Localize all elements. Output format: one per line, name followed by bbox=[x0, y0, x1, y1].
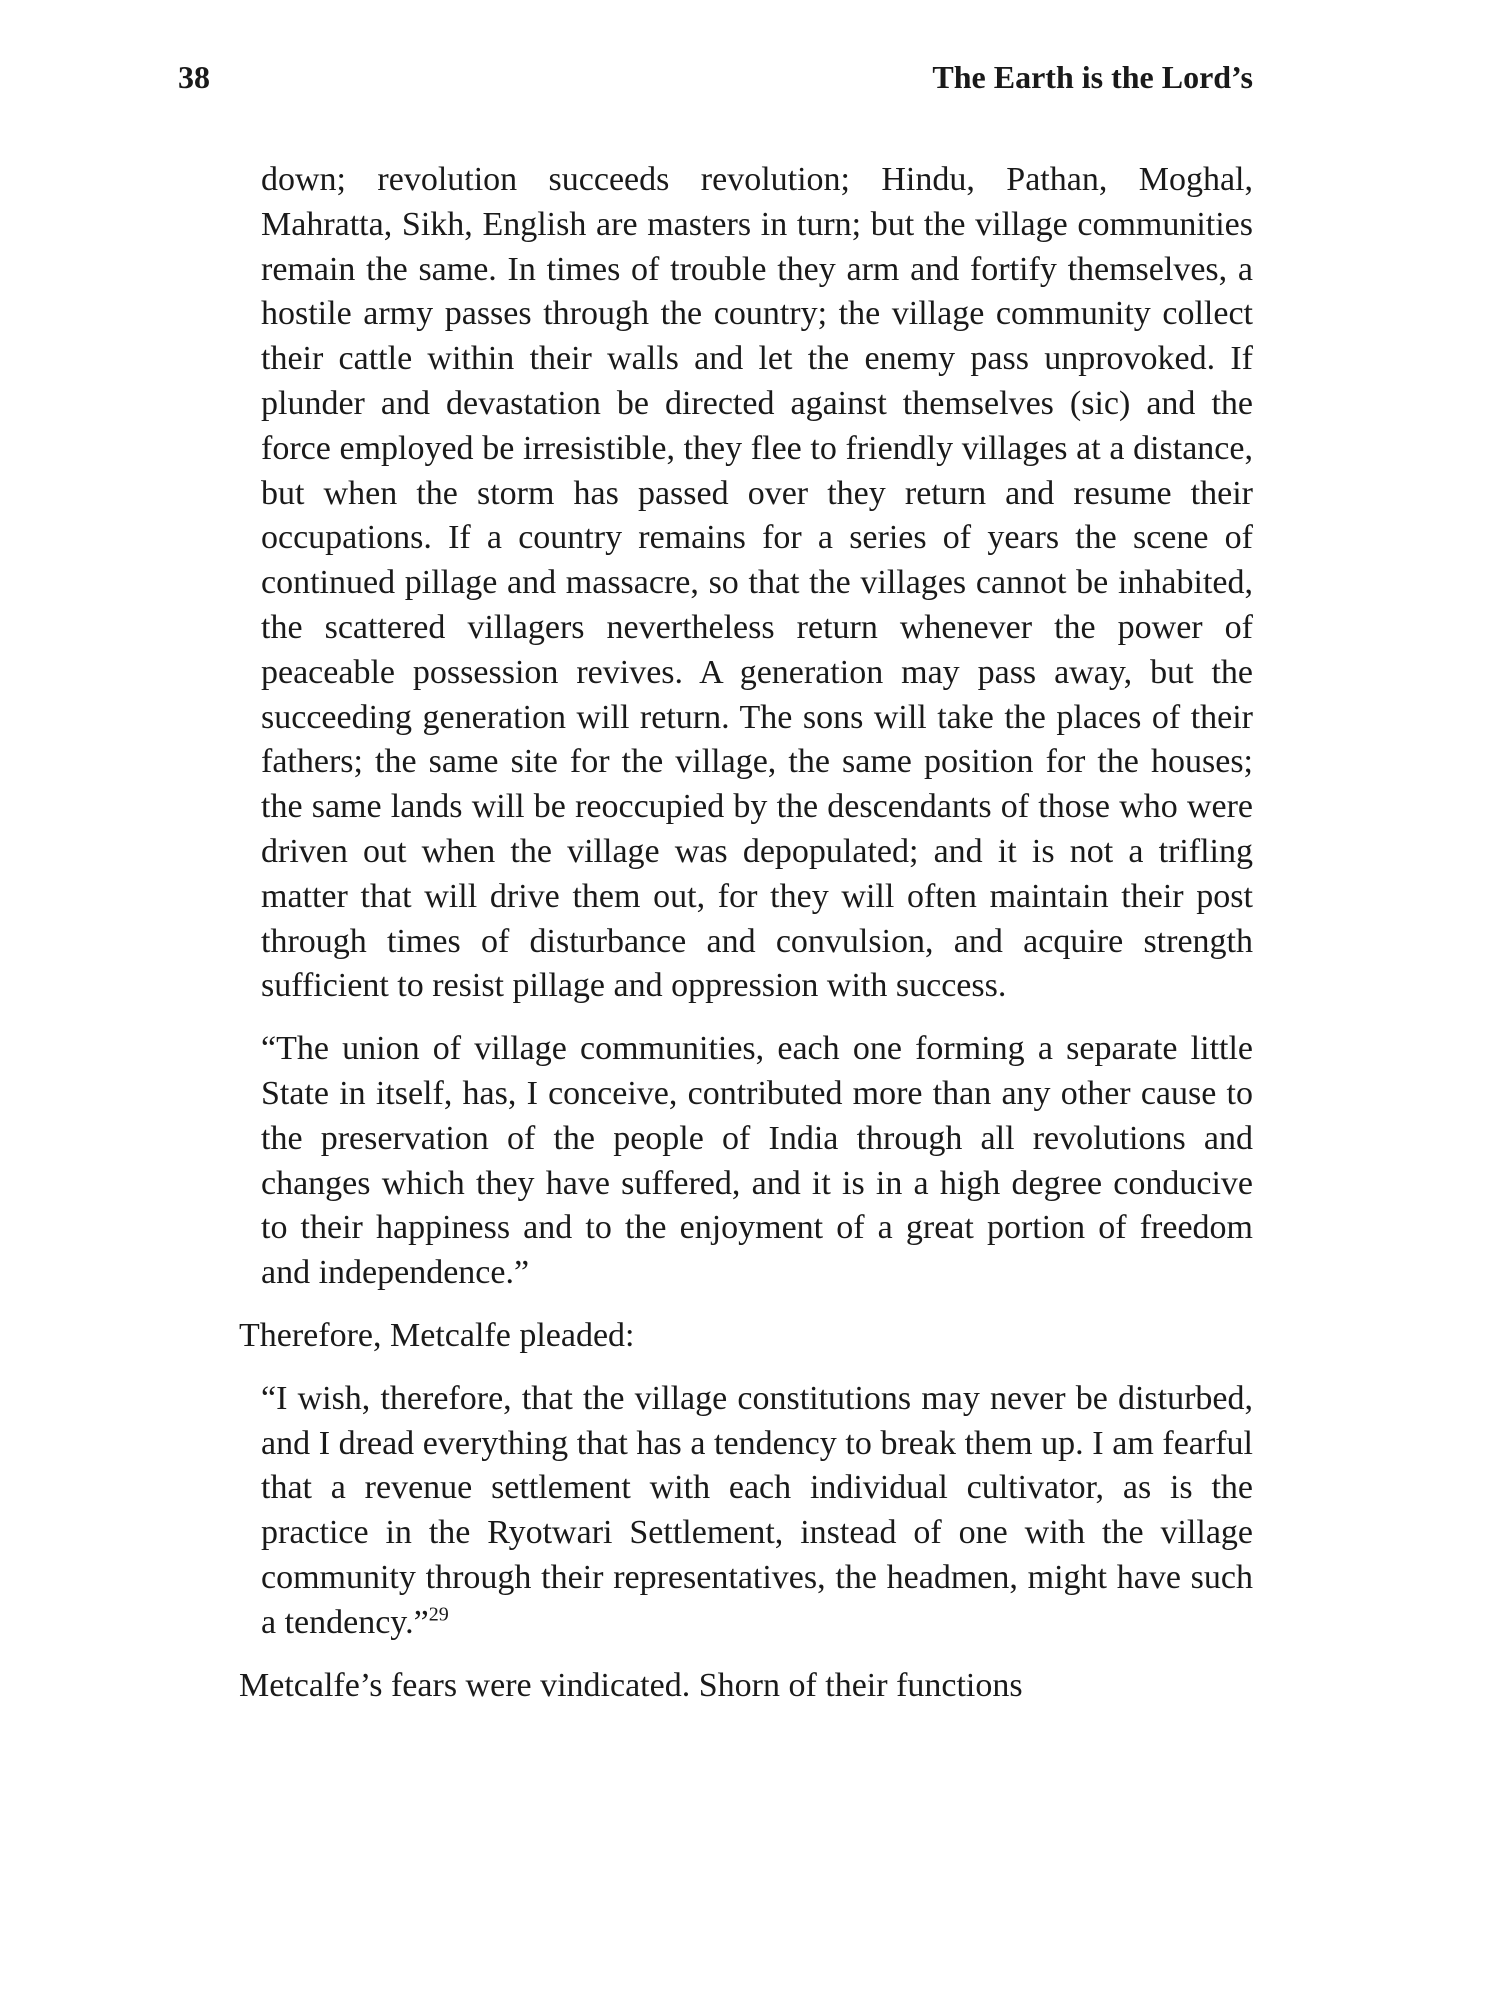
running-title: The Earth is the Lord’s bbox=[932, 59, 1253, 95]
narrative-paragraph-2: Metcalfe’s fears were vindicated. Shorn of their functions bbox=[239, 1666, 1023, 1704]
page-number: 38 bbox=[178, 59, 210, 95]
quote-paragraph-3 bbox=[261, 1377, 1253, 1646]
quote-paragraph-1: down; revolution succeeds revolution; Hindu, Pathan, Moghal, Mahratta, Sikh, English are masters in turn; but the village communities remain the same. In times of trouble they arm and fortify themselves, a hostile army passes through the country; the village community collect their cattle within their walls and let the enemy pass unprovoked. If plunder and devastation be directed against themselves (sic) and the force employed be irresistible, they flee to friendly villages at a distance, but when the storm has passed over they return and resume their occupations. If a country remains for a series of years the scene of continued pillage and massacre, so that the villages cannot be inhabited, the scattered villagers nevertheless return whenever the power of peaceable possession revives. A generation may pass away, but the succeeding generation will return. The sons will take the places of their fathers; the same site for the village, the same position for the houses; the same lands will be reoccupied by the descendants of those who were driven out when the village was depopulated; and it is not a trifling matter that will drive them out, for they will often maintain their post through times of disturbance and convulsion, and acquire strength sufficient to resist pillage and oppression with success. bbox=[261, 161, 1253, 1005]
quote-paragraph-3-text: “I wish, therefore, that the village constitutions may never be disturbed, and I dread everything that has a tendency to break them up. I am fearful that a revenue settlement with each individual cultivator, as is the practice in the Ryotwari Settlement, instead of one with the village community through their representatives, the headmen, might have such a tendency.” bbox=[261, 1379, 1253, 1641]
narrative-paragraph-1: Therefore, Metcalfe pleaded: bbox=[239, 1316, 635, 1354]
running-head bbox=[178, 52, 1253, 102]
quote-paragraph-2: “The union of village communities, each one forming a separate little State in itself, has, I conceive, contributed more than any other cause to the preservation of the people of India through all revolutions and changes which they have suffered, and it is in a high degree conducive to their happiness and to the enjoyment of a great portion of freedom and independence.” bbox=[261, 1030, 1253, 1292]
body-text bbox=[239, 158, 1253, 1708]
footnote-reference: 29 bbox=[428, 1603, 449, 1626]
